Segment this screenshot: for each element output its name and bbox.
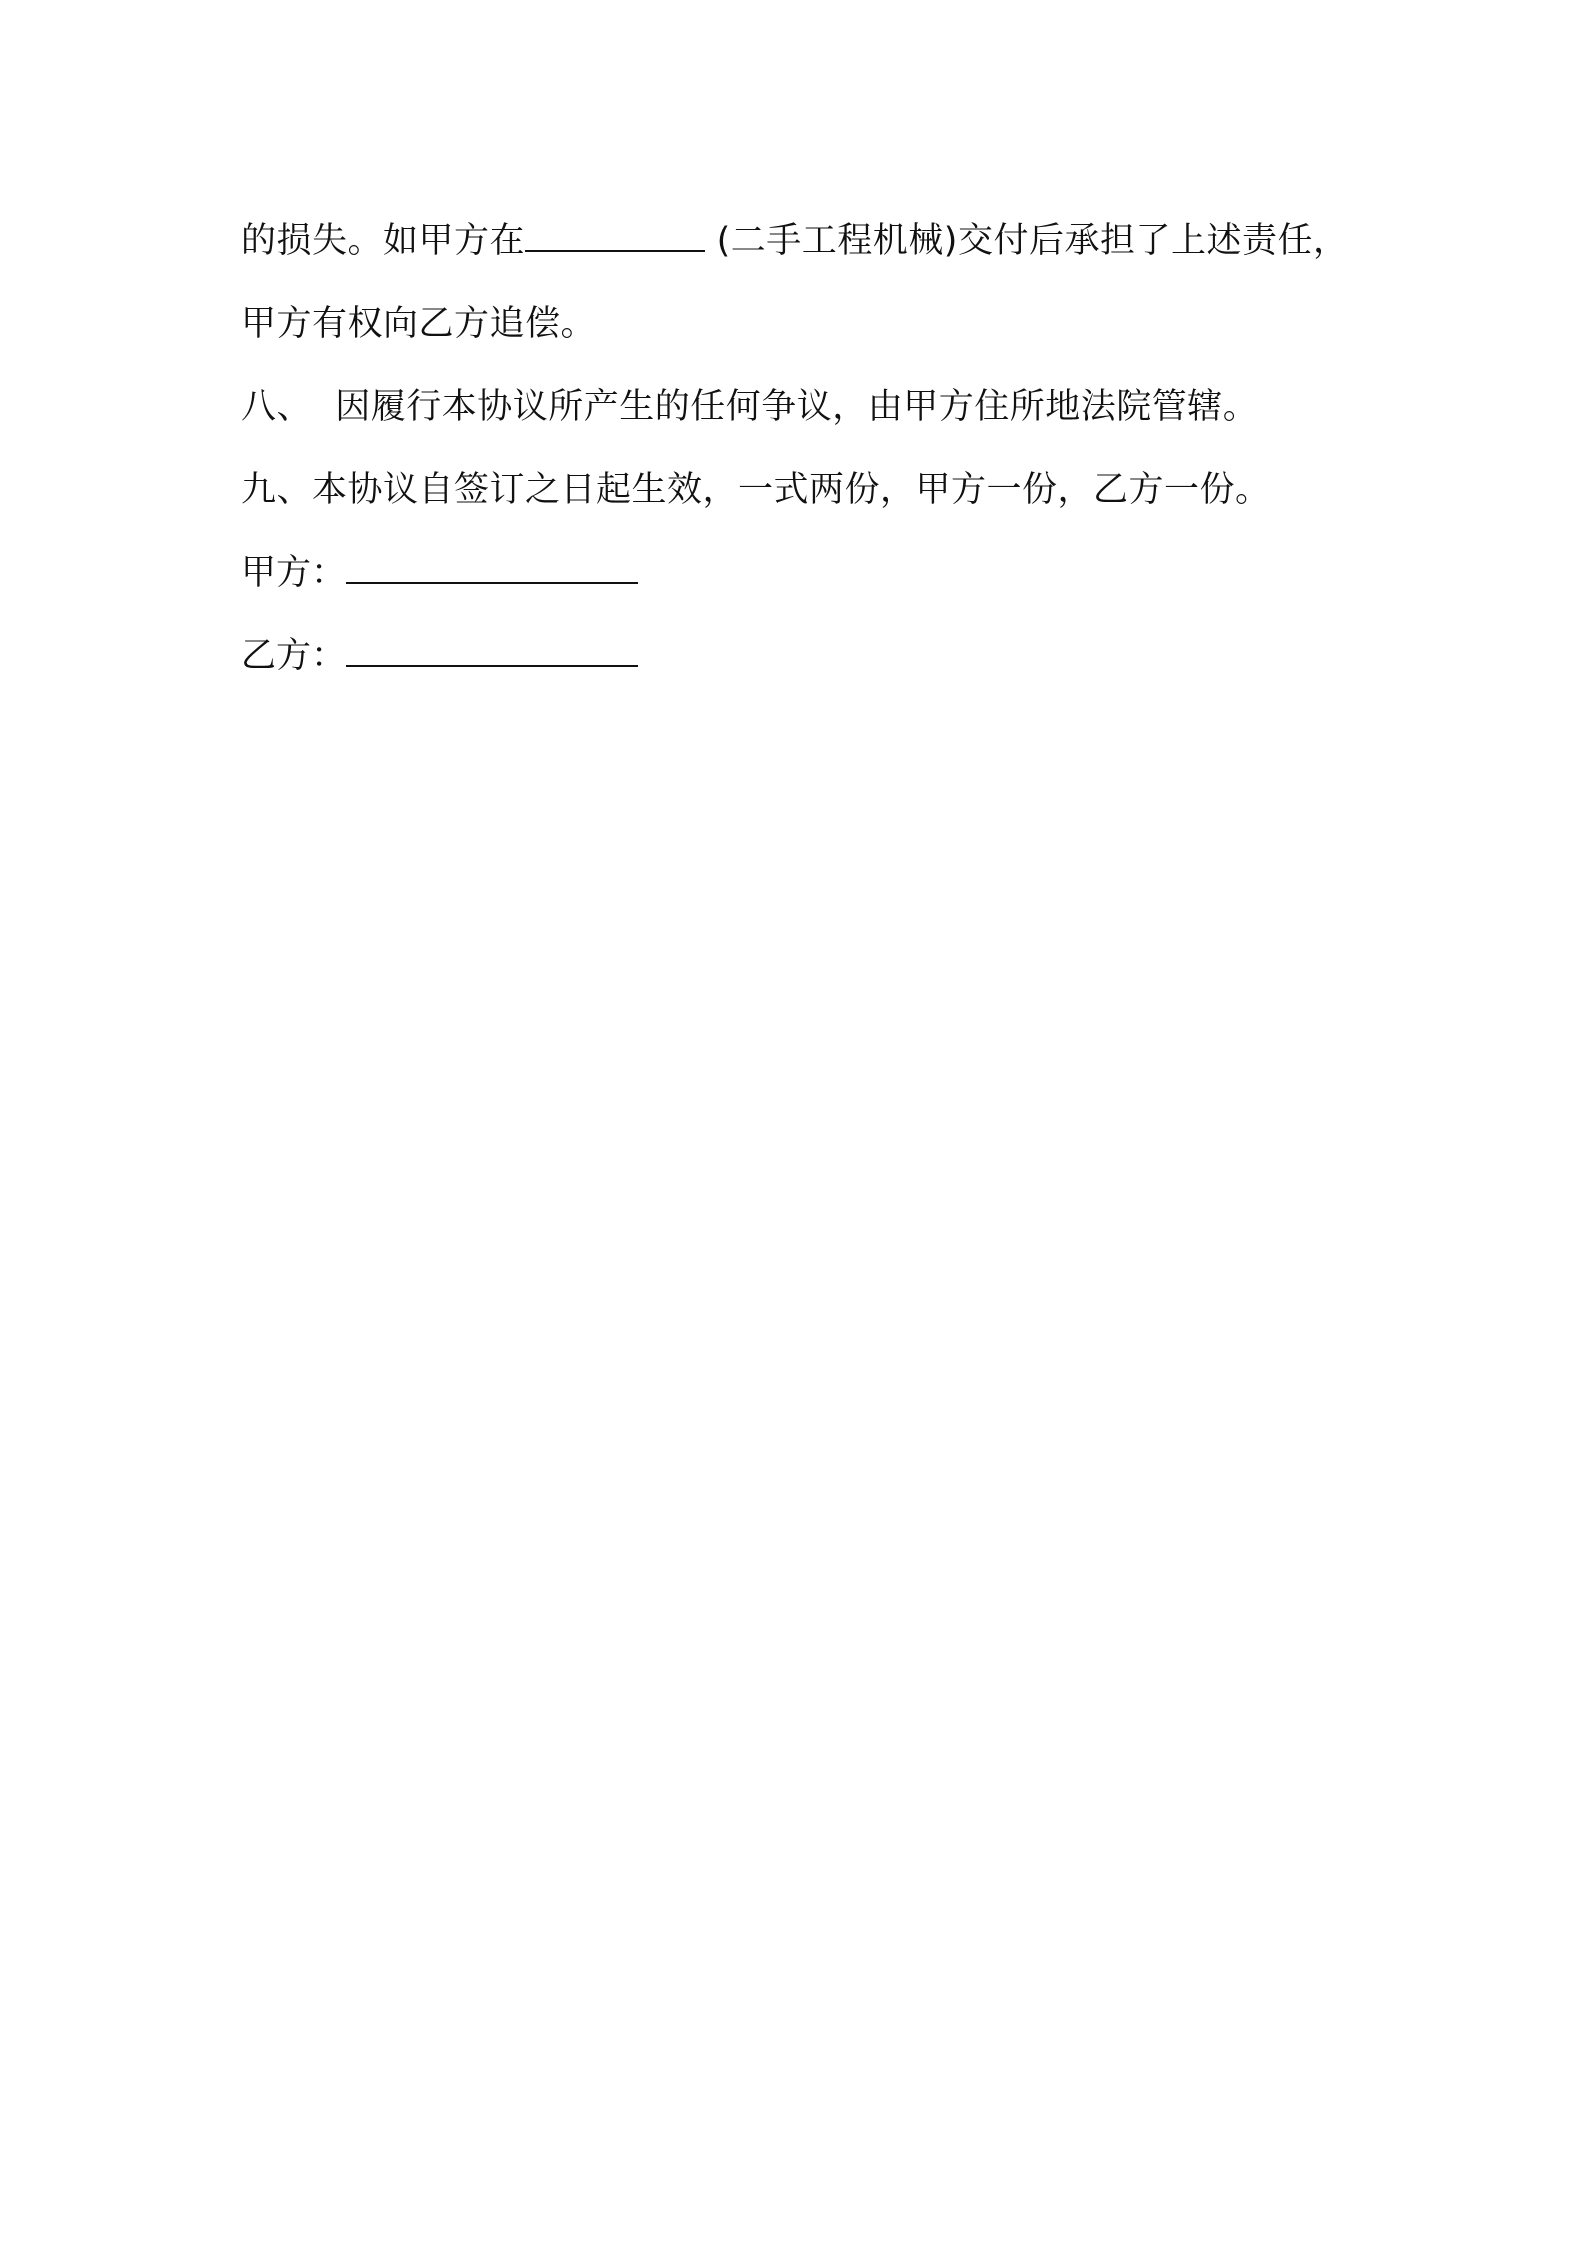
party-b-signature-line bbox=[346, 635, 638, 667]
document-body bbox=[241, 200, 1391, 698]
clause-eight-jurisdiction bbox=[241, 366, 1391, 449]
paragraph-text: 甲方有权向乙方追偿。 bbox=[241, 304, 597, 344]
clause-nine-effective bbox=[241, 449, 1391, 532]
paragraph-text: (二手工程机械)交付后承担了上述责任， bbox=[705, 221, 1349, 261]
paragraph-text: 的损失。如甲方在 bbox=[241, 221, 526, 261]
paragraph-recourse bbox=[241, 283, 1391, 366]
paragraph-text: 九、本协议自签订之日起生效，一式两份，甲方一份，乙方一份。 bbox=[241, 470, 1271, 510]
party-b-signature bbox=[241, 615, 1391, 698]
paragraph-text: 八、 因履行本协议所产生的任何争议，由甲方住所地法院管辖。 bbox=[241, 387, 1259, 427]
paragraph-loss-liability bbox=[241, 200, 1391, 283]
party-a-label: 甲方： bbox=[241, 553, 347, 593]
fill-in-blank bbox=[525, 220, 705, 252]
party-b-label: 乙方： bbox=[241, 636, 347, 676]
party-a-signature-line bbox=[346, 552, 638, 584]
party-a-signature bbox=[241, 532, 1391, 615]
